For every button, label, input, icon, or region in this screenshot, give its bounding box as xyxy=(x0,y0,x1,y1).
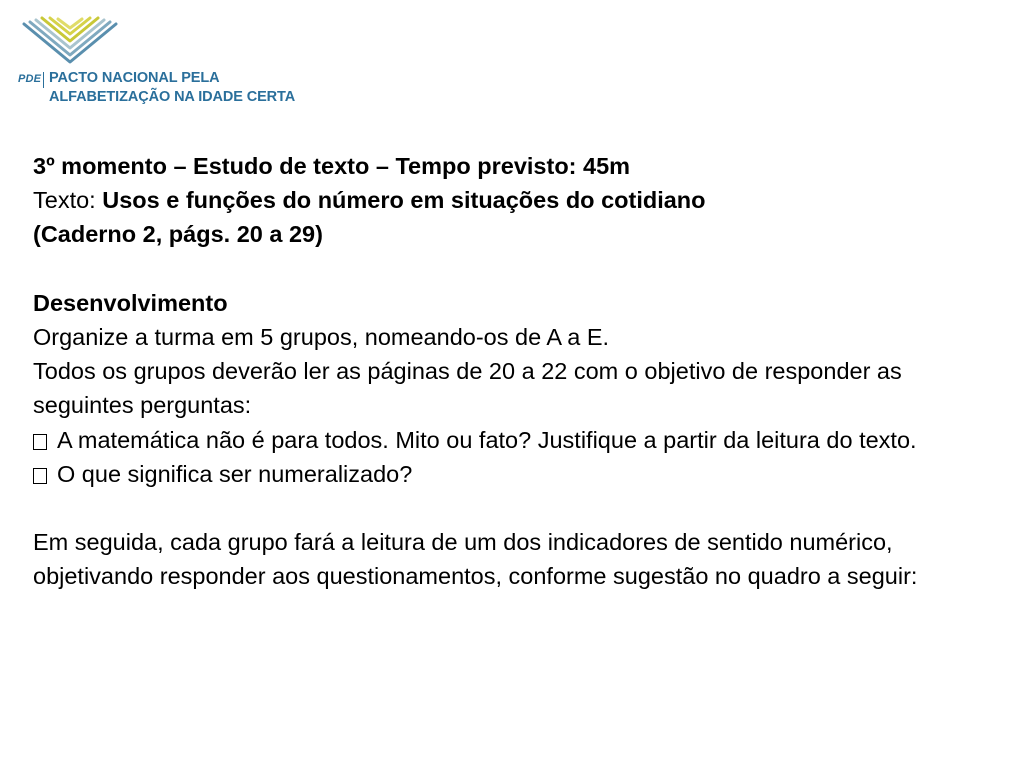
bullet-box-icon xyxy=(33,434,47,450)
instruction-paragraph-2: Todos os grupos deverão ler as páginas de 20 a 22 com o objetivo de responder as seguintes perguntas: xyxy=(33,358,902,419)
text-prefix: Texto: xyxy=(33,187,103,214)
program-logo xyxy=(16,16,306,111)
instruction-paragraph-3: Em seguida, cada grupo fará a leitura de um dos indicadores de sentido numérico, objetivando responder aos questionamentos, conforme sugestão no quadro a seguir: xyxy=(33,529,918,590)
bullet-box-icon xyxy=(33,468,47,484)
text-source: (Caderno 2, págs. 20 a 29) xyxy=(33,221,323,248)
text-title: Usos e funções do número em situações do cotidiano xyxy=(102,187,706,214)
logo-divider xyxy=(43,72,44,88)
logo-pde-label: PDE xyxy=(18,73,42,85)
slide-heading: 3º momento – Estudo de texto – Tempo previsto: 45m xyxy=(33,153,631,179)
slide-content xyxy=(33,149,993,594)
open-book-chevrons-icon xyxy=(20,16,120,68)
spacer xyxy=(33,491,993,525)
spacer xyxy=(33,252,993,286)
logo-title-line-2: ALFABETIZAÇÃO NA IDADE CERTA xyxy=(49,89,296,105)
question-item-1 xyxy=(33,423,993,457)
section-title: Desenvolvimento xyxy=(33,289,228,316)
question-text-2: O que significa ser numeralizado? xyxy=(57,460,413,487)
question-text-1: A matemática não é para todos. Mito ou fato? Justifique a partir da leitura do texto. xyxy=(57,426,917,453)
logo-title-line-1: PACTO NACIONAL PELA xyxy=(49,70,220,86)
instruction-paragraph-1: Organize a turma em 5 grupos, nomeando-os de A a E. xyxy=(33,324,610,350)
question-item-2 xyxy=(33,457,993,491)
text-reference-line xyxy=(33,183,993,217)
